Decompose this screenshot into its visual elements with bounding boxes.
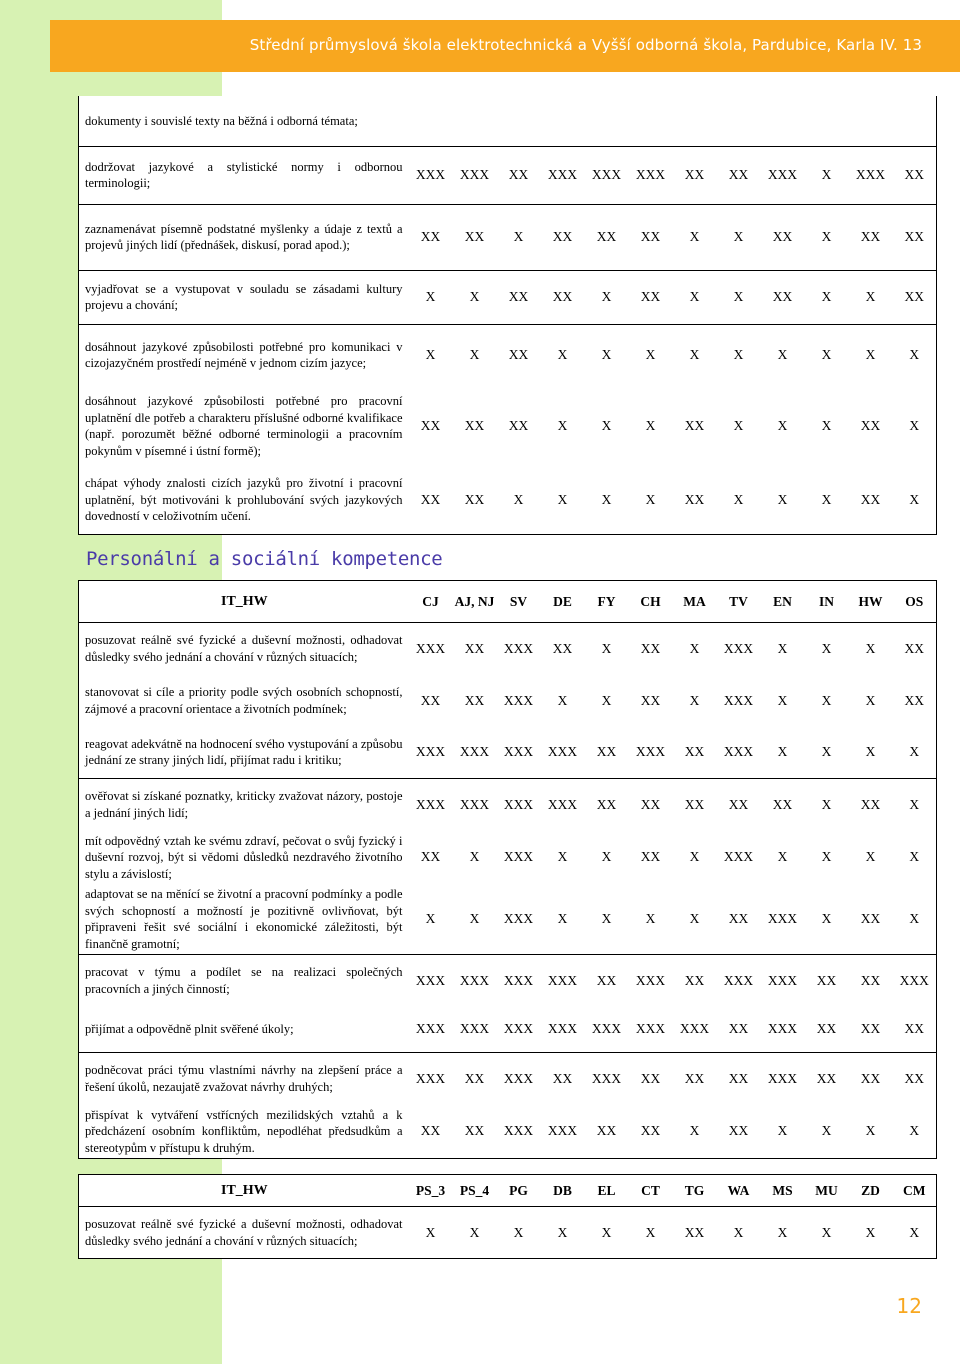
mark-cell (453, 96, 497, 146)
mark-cell (805, 96, 849, 146)
mark-cell: X (777, 418, 788, 433)
mark-cell: XXX (503, 692, 534, 708)
mark-cell: X (541, 884, 585, 955)
column-header: TG (673, 1175, 717, 1207)
mark-cell: X (893, 779, 937, 831)
mark-cell: XX (849, 884, 893, 955)
mark-cell: X (601, 849, 612, 865)
mark-cell: XXX (503, 796, 534, 812)
table-row (79, 727, 937, 779)
mark-cell: XXX (723, 640, 754, 656)
mark-cell: XX (893, 1007, 937, 1053)
mark-cell: X (761, 727, 805, 779)
mark-cell: X (689, 692, 700, 708)
mark-cell: X (557, 418, 568, 433)
mark-cell: X (601, 418, 612, 433)
mark-cell: XX (673, 1207, 717, 1259)
mark-cell: X (821, 418, 832, 433)
mark-cell: XX (860, 418, 881, 433)
mark-cell: X (601, 640, 612, 656)
mark-cell: XX (552, 640, 573, 656)
mark-cell: X (849, 1207, 893, 1259)
mark-cell: X (453, 884, 497, 955)
mark-cell: XXX (761, 1007, 805, 1053)
mark-cell: X (805, 466, 849, 534)
mark-cell: XX (673, 466, 717, 534)
mark-cell: X (557, 347, 568, 363)
mark-cell: XX (893, 204, 937, 270)
mark-cell (541, 96, 585, 146)
mark-cell: X (717, 204, 761, 270)
mark-cell: XXX (503, 640, 534, 656)
personal-social-competence-table-2 (78, 1174, 937, 1259)
competence-description: podněcovat práci týmu vlastními návrhy na zlepšení práce a řešení úkolů, nezaujatě zvažovat návrhy druhých; (79, 1053, 409, 1105)
mark-cell: XX (717, 1105, 761, 1159)
mark-cell: XXX (723, 692, 754, 708)
mark-cell: X (805, 270, 849, 324)
personal-social-competence-table (78, 580, 937, 1159)
table-row (79, 96, 937, 146)
mark-cell: X (777, 849, 788, 865)
mark-cell: XX (409, 204, 453, 270)
mark-cell: XXX (415, 1070, 446, 1086)
competence-description: chápat výhody znalosti cizích jazyků pro životní i pracovní uplatnění, být motivováni k prohlubování svých jazykových dovedností v celoživotním učení. (79, 466, 409, 534)
mark-cell: X (629, 466, 673, 534)
column-header: PS_3 (409, 1175, 453, 1207)
mark-cell: X (453, 1207, 497, 1259)
mark-cell: XX (464, 418, 485, 433)
mark-cell: XXX (459, 796, 490, 812)
mark-cell (585, 96, 629, 146)
mark-cell: X (849, 1105, 893, 1159)
mark-cell: XXX (635, 972, 666, 988)
mark-cell: X (497, 1207, 541, 1259)
mark-cell: XXX (453, 1007, 497, 1053)
mark-cell: XXX (415, 796, 446, 812)
mark-cell: XXX (453, 727, 497, 779)
mark-cell: X (673, 204, 717, 270)
mark-cell: X (733, 418, 744, 433)
competence-description: reagovat adekvátně na hodnocení svého vystupování a způsobu jednání ze strany jiných lidí, přijímat radu i kritiku; (79, 727, 409, 779)
mark-cell (717, 96, 761, 146)
header-row (79, 1175, 937, 1207)
mark-cell: XXX (849, 146, 893, 204)
table-row (79, 1207, 937, 1259)
mark-cell: X (717, 1207, 761, 1259)
column-header: MA (673, 581, 717, 623)
mark-cell: XXX (541, 146, 585, 204)
mark-cell: X (585, 466, 629, 534)
mark-cell: XX (453, 466, 497, 534)
mark-cell (849, 96, 893, 146)
mark-cell (497, 96, 541, 146)
competence-description: stanovovat si cíle a priority podle svých osobních schopností, zájmové a pracovní orientace a životních podmínek; (79, 675, 409, 727)
mark-cell: X (629, 884, 673, 955)
mark-cell: X (849, 270, 893, 324)
mark-cell: X (805, 1207, 849, 1259)
mark-cell: XXX (761, 146, 805, 204)
mark-cell: XXX (503, 849, 534, 865)
mark-cell: XX (464, 1070, 485, 1086)
mark-cell: XX (640, 849, 661, 865)
mark-cell: XX (464, 692, 485, 708)
mark-cell: XX (717, 884, 761, 955)
column-header: IN (805, 581, 849, 623)
column-header: HW (849, 581, 893, 623)
table-row (79, 466, 937, 534)
mark-cell: X (409, 1207, 453, 1259)
column-header: FY (585, 581, 629, 623)
mark-cell: XX (508, 418, 529, 433)
mark-cell: XX (893, 675, 937, 727)
mark-cell: XXX (541, 1105, 585, 1159)
column-header: CJ (409, 581, 453, 623)
mark-cell: XX (640, 692, 661, 708)
mark-cell: XX (420, 692, 441, 708)
mark-cell: XX (893, 146, 937, 204)
mark-cell: X (893, 727, 937, 779)
competence-description: adaptovat se na měnící se životní a pracovní podmínky a podle svých schopností a možností je pozitivně ovlivňovat, být připraveni řešit své sociální i ekonomické záležitosti, být finančně gramotní; (79, 884, 409, 955)
mark-cell: XX (585, 1105, 629, 1159)
mark-cell: X (777, 347, 788, 363)
column-header: EN (761, 581, 805, 623)
mark-cell: X (893, 1207, 937, 1259)
table-row (79, 1053, 937, 1105)
mark-cell: XX (409, 1105, 453, 1159)
mark-cell: XXX (409, 1007, 453, 1053)
mark-cell: XX (893, 623, 937, 675)
mark-cell: XXX (409, 727, 453, 779)
mark-cell: X (717, 270, 761, 324)
column-header: CT (629, 1175, 673, 1207)
column-header: ZD (849, 1175, 893, 1207)
mark-cell: XX (453, 204, 497, 270)
mark-cell: X (805, 146, 849, 204)
mark-cell: X (805, 1105, 849, 1159)
table-row (79, 204, 937, 270)
mark-cell: XX (772, 796, 793, 812)
mark-cell: XX (508, 347, 529, 363)
mark-cell: XX (816, 972, 837, 988)
mark-cell: XXX (629, 727, 673, 779)
mark-cell: X (497, 204, 541, 270)
mark-cell: X (409, 270, 453, 324)
mark-cell: XXX (547, 796, 578, 812)
table-row (79, 1105, 937, 1159)
mark-cell: X (893, 884, 937, 955)
competence-description: dokumenty i souvislé texty na běžná i odborná témata; (79, 96, 409, 146)
page-number: 12 (896, 1294, 922, 1318)
mark-cell: XX (893, 1053, 937, 1105)
mark-cell: XX (717, 146, 761, 204)
mark-cell: XXX (541, 1007, 585, 1053)
mark-cell: X (893, 386, 937, 466)
mark-cell: XXX (585, 146, 629, 204)
mark-cell: XX (684, 972, 705, 988)
mark-cell: X (761, 1207, 805, 1259)
mark-cell: X (893, 466, 937, 534)
mark-cell: XX (684, 418, 705, 433)
mark-cell: XX (761, 270, 805, 324)
mark-cell: XXX (761, 884, 805, 955)
mark-cell: XX (585, 727, 629, 779)
column-header: PS_4 (453, 1175, 497, 1207)
mark-cell: XXX (767, 1070, 798, 1086)
mark-cell: XX (420, 849, 441, 865)
table-row (79, 623, 937, 675)
mark-cell (893, 96, 937, 146)
mark-cell: XXX (673, 1007, 717, 1053)
mark-cell: XXX (497, 727, 541, 779)
mark-cell: XX (860, 796, 881, 812)
mark-cell: XXX (629, 1007, 673, 1053)
mark-cell: X (777, 640, 788, 656)
mark-cell: XX (640, 796, 661, 812)
mark-cell: X (689, 849, 700, 865)
mark-cell: X (557, 849, 568, 865)
competence-description: mít odpovědný vztah ke svému zdraví, pečovat o svůj fyzický i duševní rozvoj, být si vědomi důsledků nezdravého životního stylu a závislostí; (79, 831, 409, 885)
mark-cell: XXX (503, 972, 534, 988)
mark-cell: XXX (629, 146, 673, 204)
mark-cell: X (645, 418, 656, 433)
column-header: WA (717, 1175, 761, 1207)
mark-cell: X (629, 1207, 673, 1259)
table-row (79, 146, 937, 204)
mark-cell: XXX (591, 1070, 622, 1086)
mark-cell: XX (497, 146, 541, 204)
mark-cell: XX (497, 270, 541, 324)
competence-description: přijímat a odpovědně plnit svěřené úkoly; (79, 1007, 409, 1053)
mark-cell: XXX (459, 972, 490, 988)
mark-cell: XX (673, 727, 717, 779)
mark-cell: XX (596, 972, 617, 988)
table-row (79, 831, 937, 885)
column-header: CM (893, 1175, 937, 1207)
column-header: CH (629, 581, 673, 623)
mark-cell (673, 96, 717, 146)
mark-cell: XXX (415, 972, 446, 988)
column-header: PG (497, 1175, 541, 1207)
mark-cell: XXX (723, 849, 754, 865)
mark-cell: X (865, 849, 876, 865)
mark-cell: XX (640, 1070, 661, 1086)
mark-cell: X (541, 1207, 585, 1259)
mark-cell: XX (860, 972, 881, 988)
column-header: OS (893, 581, 937, 623)
mark-cell: XX (629, 204, 673, 270)
column-header: DE (541, 581, 585, 623)
mark-cell: XX (585, 204, 629, 270)
mark-cell: X (645, 347, 656, 363)
mark-cell: XX (805, 1007, 849, 1053)
mark-cell: XX (541, 204, 585, 270)
mark-cell (629, 96, 673, 146)
mark-cell: XX (420, 418, 441, 433)
mark-cell: X (469, 347, 480, 363)
mark-cell: X (821, 796, 832, 812)
mark-cell: XX (673, 146, 717, 204)
table-row (79, 1007, 937, 1053)
mark-cell: XXX (497, 1105, 541, 1159)
column-header: MS (761, 1175, 805, 1207)
table-title: IT_HW (79, 1175, 409, 1207)
mark-cell: XX (684, 796, 705, 812)
mark-cell: XXX (717, 727, 761, 779)
mark-cell: XX (761, 204, 805, 270)
mark-cell: X (761, 466, 805, 534)
header-row (79, 581, 937, 623)
competence-description: zaznamenávat písemně podstatné myšlenky a údaje z textů a projevů jiných lidí (přednášek, diskusí, porad apod.); (79, 204, 409, 270)
table-row (79, 270, 937, 324)
mark-cell: XX (640, 640, 661, 656)
competence-description: ověřovat si získané poznatky, kriticky zvažovat názory, postoje a jednání jiných lidí; (79, 779, 409, 831)
mark-cell: X (821, 692, 832, 708)
mark-cell: X (689, 347, 700, 363)
mark-cell: X (585, 1207, 629, 1259)
mark-cell: XXX (497, 1007, 541, 1053)
competence-table-continued (78, 96, 937, 535)
competence-description: vyjadřovat se a vystupovat v souladu se zásadami kultury projevu a chování; (79, 270, 409, 324)
mark-cell: X (453, 270, 497, 324)
mark-cell: X (585, 270, 629, 324)
column-header: EL (585, 1175, 629, 1207)
competence-description: dodržovat jazykové a stylistické normy i odbornou terminologii; (79, 146, 409, 204)
mark-cell: XX (849, 1007, 893, 1053)
mark-cell: X (733, 347, 744, 363)
mark-cell: X (673, 884, 717, 955)
mark-cell: XX (684, 1070, 705, 1086)
competence-description: přispívat k vytváření vstřícných mezilidských vztahů a k předcházení osobním konfliktům, nepodléhat předsudkům a stereotypům v přístupu k druhým. (79, 1105, 409, 1159)
table-row (79, 884, 937, 955)
header-title: Střední průmyslová škola elektrotechnická a Vyšší odborná škola, Pardubice, Karla IV. 13 (249, 36, 922, 54)
mark-cell: XX (816, 1070, 837, 1086)
mark-cell: XX (464, 640, 485, 656)
mark-cell: XX (860, 1070, 881, 1086)
mark-cell: XXX (547, 972, 578, 988)
mark-cell: XX (893, 270, 937, 324)
mark-cell: X (865, 347, 876, 363)
mark-cell: XX (728, 1070, 749, 1086)
table-title: IT_HW (79, 581, 409, 623)
mark-cell: X (409, 884, 453, 955)
mark-cell: X (497, 466, 541, 534)
mark-cell: XX (629, 1105, 673, 1159)
mark-cell: X (761, 1105, 805, 1159)
competence-description: dosáhnout jazykové způsobilosti potřebné pro komunikaci v cizojazyčném prostředí nejméně v jednom cizím jazyce; (79, 324, 409, 386)
mark-cell: X (849, 727, 893, 779)
mark-cell: XXX (497, 884, 541, 955)
mark-cell: X (541, 466, 585, 534)
mark-cell: X (557, 692, 568, 708)
competence-description: pracovat v týmu a podílet se na realizaci společných pracovních a jiných činností; (79, 955, 409, 1007)
column-header: DB (541, 1175, 585, 1207)
table-row (79, 779, 937, 831)
section-title: Personální a sociální kompetence (86, 548, 443, 570)
mark-cell: XXX (503, 1070, 534, 1086)
mark-cell: XX (453, 1105, 497, 1159)
mark-cell: X (821, 347, 832, 363)
column-header: TV (717, 581, 761, 623)
mark-cell: XX (849, 204, 893, 270)
mark-cell: X (821, 849, 832, 865)
mark-cell: X (689, 640, 700, 656)
mark-cell: X (777, 692, 788, 708)
competence-description: posuzovat reálně své fyzické a duševní možnosti, odhadovat důsledky svého jednání a chování v různých situacích; (79, 1207, 409, 1259)
mark-cell: X (805, 204, 849, 270)
competence-description: dosáhnout jazykové způsobilosti potřebné pro pracovní uplatnění dle potřeb a charakteru příslušné odborné kvalifikace (např. porozumět běžné odborné terminologii a pracovním pokynům v písemné i ústní formě); (79, 386, 409, 466)
mark-cell: XX (552, 1070, 573, 1086)
mark-cell: XX (629, 270, 673, 324)
column-header: SV (497, 581, 541, 623)
mark-cell: XXX (409, 146, 453, 204)
mark-cell: XX (541, 270, 585, 324)
mark-cell: XX (728, 796, 749, 812)
mark-cell: X (585, 884, 629, 955)
mark-cell: X (865, 640, 876, 656)
mark-cell: XX (849, 466, 893, 534)
mark-cell: X (673, 270, 717, 324)
table-row (79, 955, 937, 1007)
competence-description: posuzovat reálně své fyzické a duševní možnosti, odhadovat důsledky svého jednání a chování v různých situacích; (79, 623, 409, 675)
mark-cell: X (805, 727, 849, 779)
mark-cell: X (601, 692, 612, 708)
mark-cell: XXX (893, 955, 937, 1007)
table-row (79, 386, 937, 466)
mark-cell: X (601, 347, 612, 363)
mark-cell: XXX (453, 146, 497, 204)
mark-cell: X (821, 640, 832, 656)
mark-cell: X (469, 849, 480, 865)
mark-cell: X (893, 831, 937, 885)
mark-cell: XXX (723, 972, 754, 988)
mark-cell: XXX (541, 727, 585, 779)
table-row (79, 324, 937, 386)
mark-cell: X (805, 884, 849, 955)
mark-cell: X (893, 1105, 937, 1159)
mark-cell: XXX (415, 640, 446, 656)
column-header: AJ, NJ (453, 581, 497, 623)
mark-cell: XXX (767, 972, 798, 988)
mark-cell: X (673, 1105, 717, 1159)
mark-cell (761, 96, 805, 146)
mark-cell: XX (409, 466, 453, 534)
mark-cell: X (865, 692, 876, 708)
mark-cell: XXX (585, 1007, 629, 1053)
mark-cell (409, 96, 453, 146)
column-header: MU (805, 1175, 849, 1207)
mark-cell: X (893, 324, 937, 386)
mark-cell: X (425, 347, 436, 363)
mark-cell: XX (717, 1007, 761, 1053)
table-row (79, 675, 937, 727)
mark-cell: X (717, 466, 761, 534)
mark-cell: XX (596, 796, 617, 812)
